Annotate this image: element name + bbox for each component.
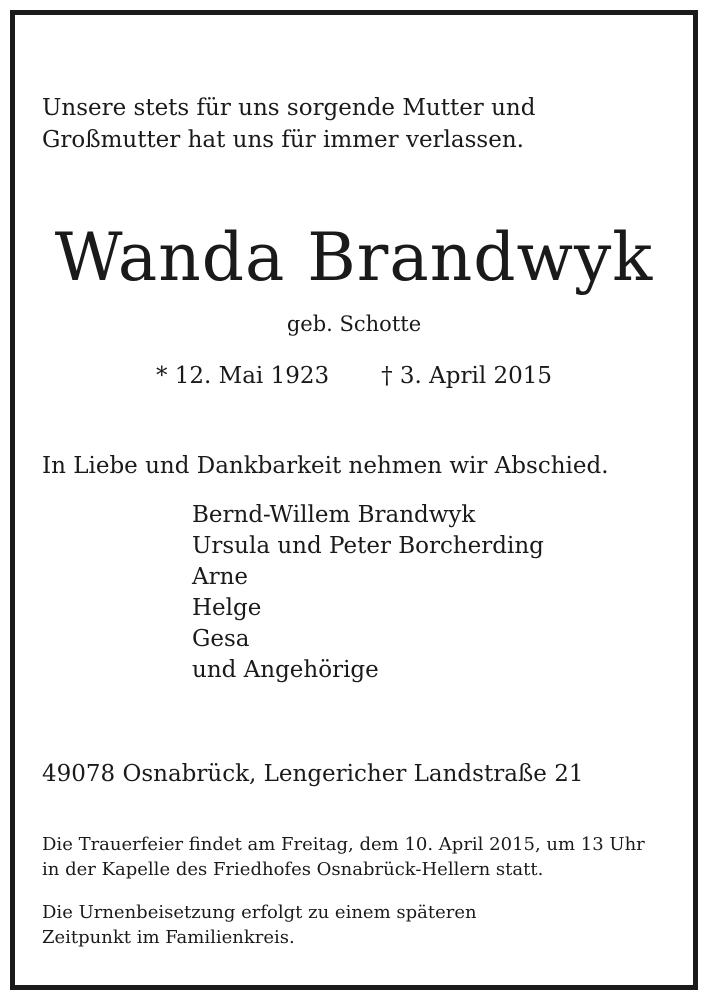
urn-burial-info <box>42 900 682 950</box>
death-date: † 3. April 2015 <box>381 363 553 389</box>
family-address: 49078 Osnabrück, Lengericher Landstraße 21 <box>42 761 584 787</box>
intro-line-2: Großmutter hat uns für immer verlassen. <box>42 127 524 153</box>
intro-line-1: Unsere stets für uns sorgende Mutter und <box>42 95 536 121</box>
mourner-item: und Angehörige <box>192 657 379 683</box>
intro-text <box>42 92 662 156</box>
deceased-name: Wanda Brandwyk <box>54 219 654 296</box>
service-line-2: in der Kapelle des Friedhofes Osnabrück-Hellern statt. <box>42 859 544 880</box>
mourner-item: Gesa <box>192 626 250 652</box>
mourner-item: Ursula und Peter Borcherding <box>192 533 544 559</box>
life-dates <box>0 360 708 392</box>
mourner-item: Arne <box>192 564 249 590</box>
service-line-1: Die Trauerfeier findet am Freitag, dem 10. April 2015, um 13 Uhr <box>42 834 645 855</box>
urn-line-2: Zeitpunkt im Familienkreis. <box>42 927 295 948</box>
birth-date: * 12. Mai 1923 <box>155 363 330 389</box>
urn-line-1: Die Urnenbeisetzung erfolgt zu einem späteren <box>42 902 477 923</box>
funeral-service-info <box>42 832 682 882</box>
farewell-text: In Liebe und Dankbarkeit nehmen wir Abschied. <box>42 453 609 479</box>
mourner-item: Helge <box>192 595 262 621</box>
born-name: geb. Schotte <box>286 312 422 336</box>
mourners-list <box>192 500 544 686</box>
mourner-item: Bernd-Willem Brandwyk <box>192 502 476 528</box>
